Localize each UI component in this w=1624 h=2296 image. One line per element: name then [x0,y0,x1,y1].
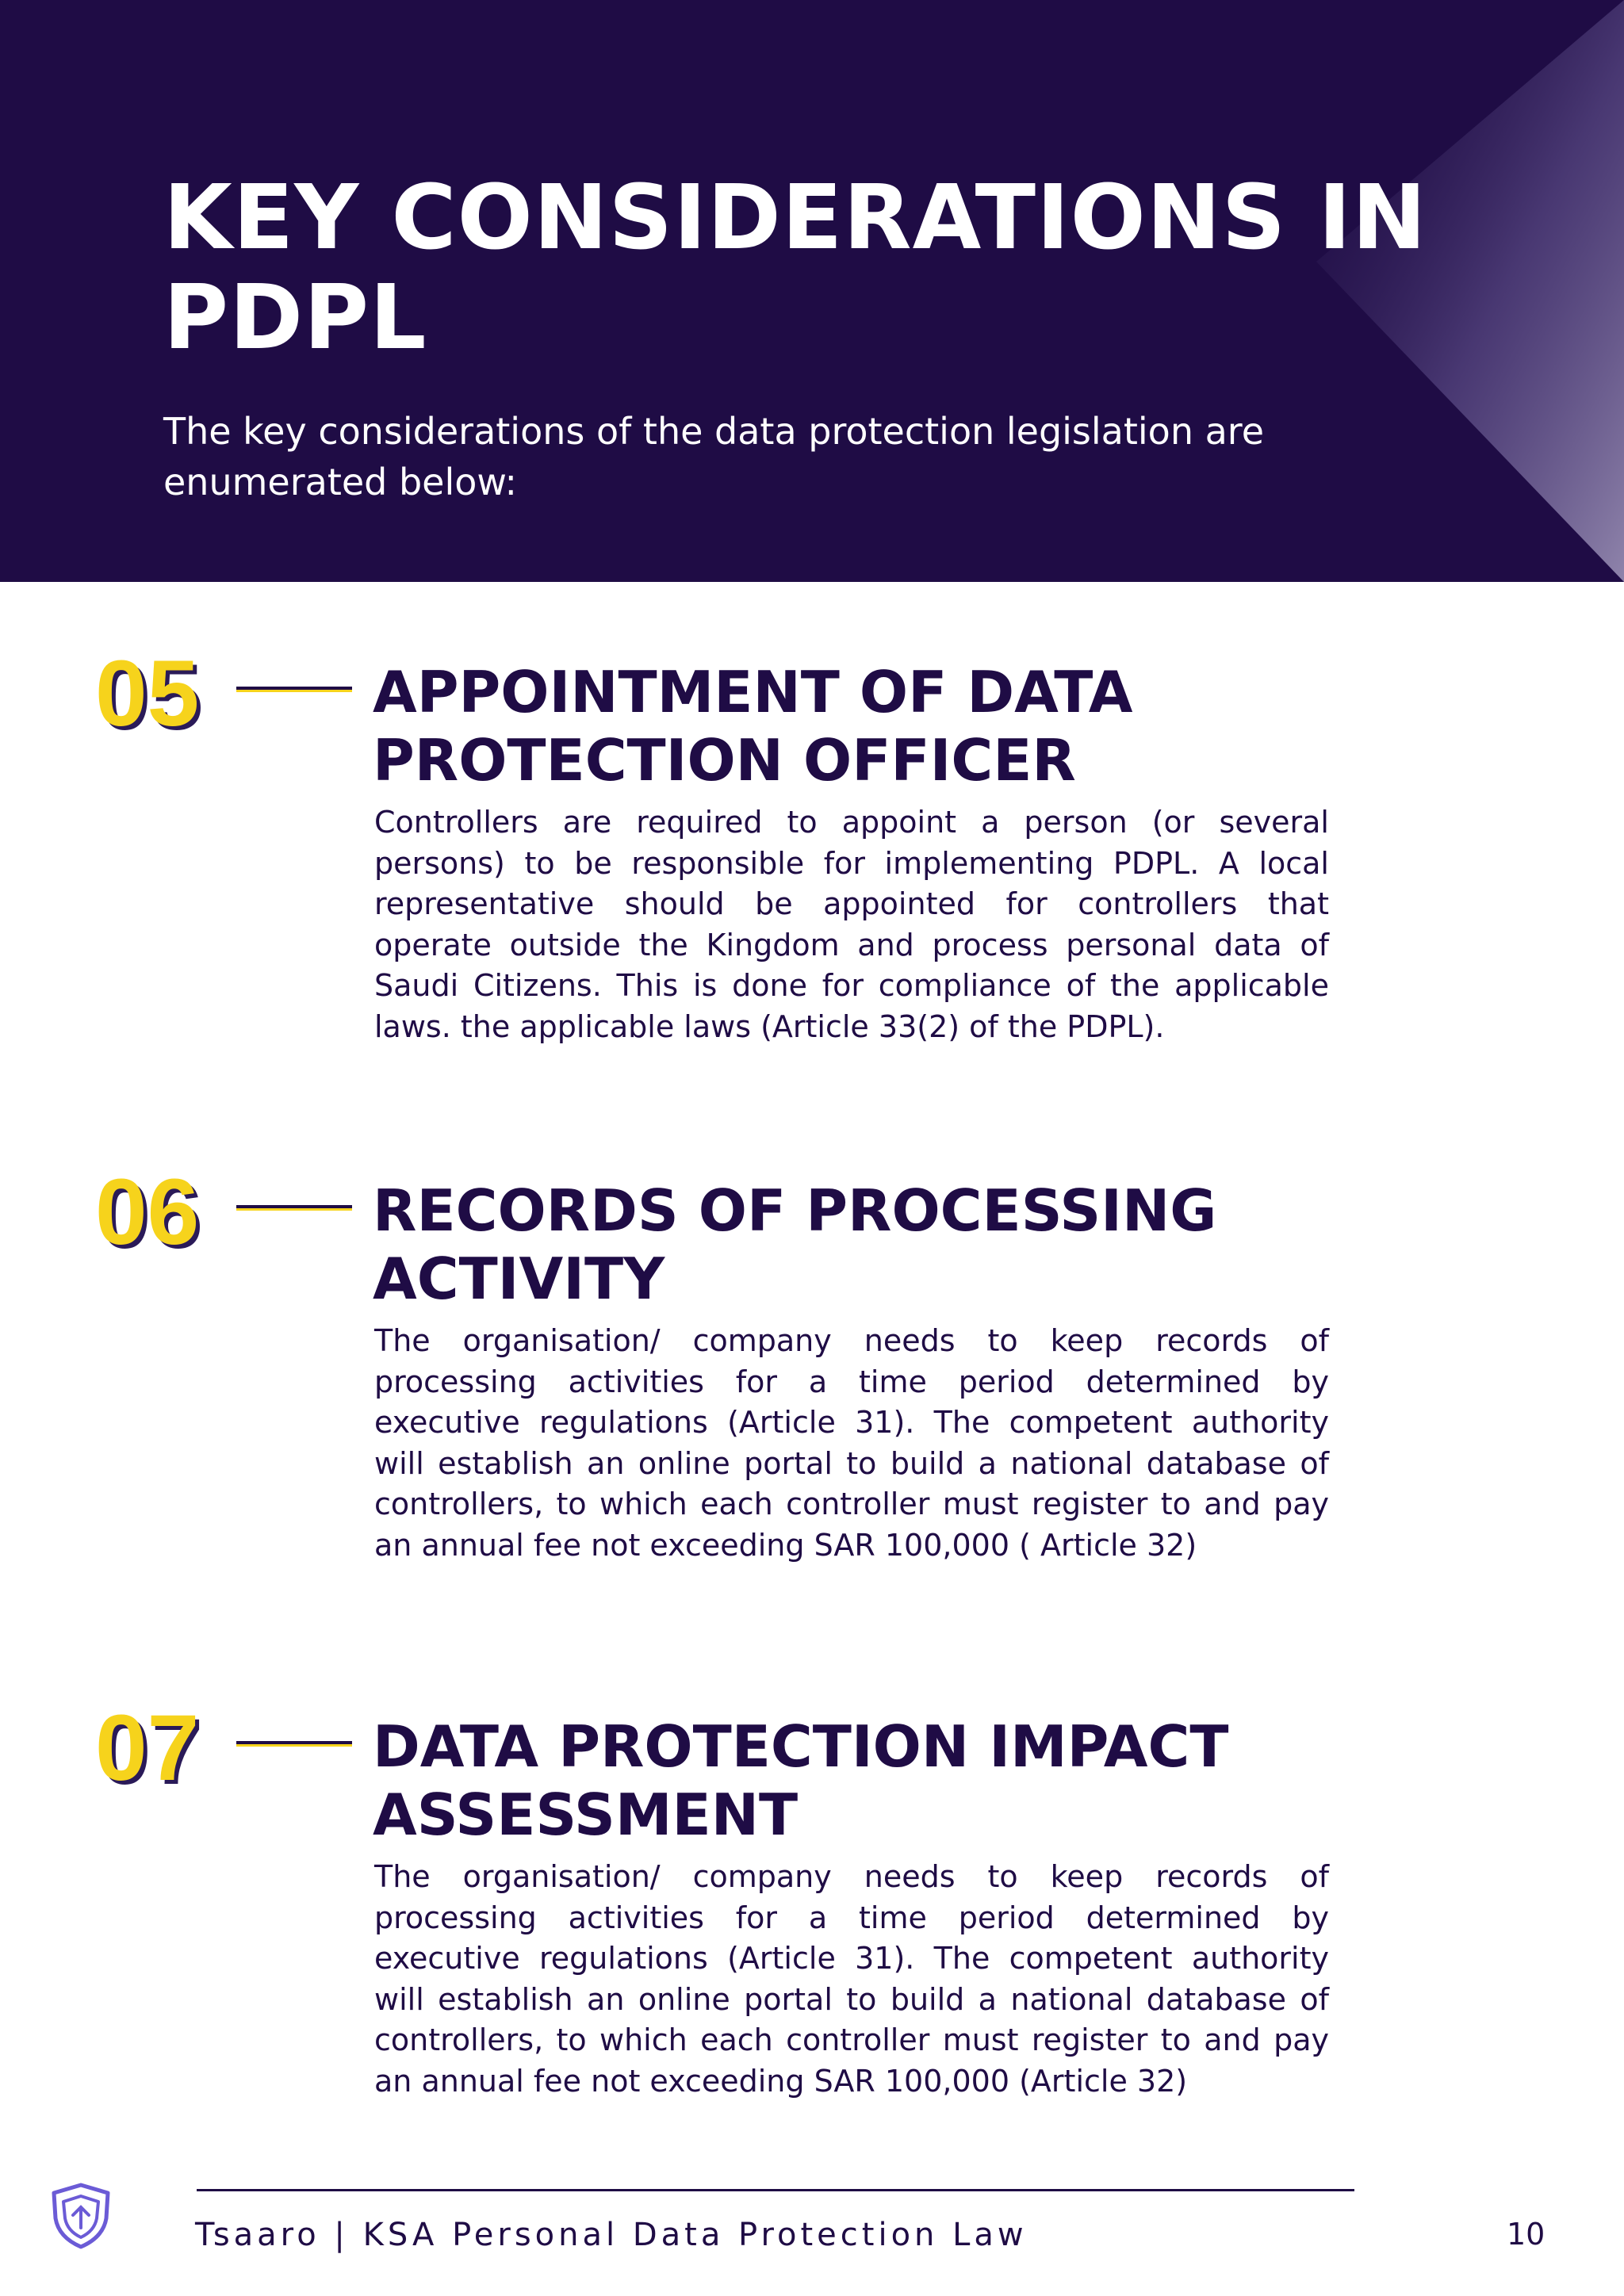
section-body: The organisation/ company needs to keep records of processing activities for a time period determined by executive regulations (Article 31). The competent authority will establish an online portal to build a national database of controllers, to which each controller must register to and pay an annual fee not exceeding SAR 100,000 ( Article 32) [374,1323,1329,1563]
section-body: Controllers are required to appoint a person (or several persons) to be responsible for implementing PDPL. A local representative should be appointed for controllers that operate outside the Kingdom and process personal data of Saudi Citizens. This is done for compliance of the applicable laws. the applicable laws (Article 33(2) of the PDPL). [374,805,1329,1044]
footer-text: Tsaaro | KSA Personal Data Protection Law [195,2217,1028,2253]
section-title: DATA PROTECTION IMPACT ASSESSMENT [373,1713,1229,1848]
section-number: 06 [95,1160,200,1265]
number-connector-line [236,1741,352,1747]
page-number: 10 [1507,2217,1545,2252]
section-title: APPOINTMENT OF DATA PROTECTION OFFICER [373,659,1133,794]
section-number: 07 [95,1696,200,1800]
shield-icon [49,2182,113,2250]
number-connector-line [236,1205,352,1211]
section-body: The organisation/ company needs to keep records of processing activities for a time period determined by executive regulations (Article 31). The competent authority will establish an online portal to build a national database of controllers, to which each controller must register to and pay an annual fee not exceeding SAR 100,000 (Article 32) [374,1859,1329,2099]
page-subtitle: The key considerations of the data protection legislation are enumerated below: [163,410,1264,503]
page-title: KEY CONSIDERATIONS IN PDPL [163,166,1427,369]
section-title: RECORDS OF PROCESSING ACTIVITY [373,1177,1217,1312]
header-banner [0,0,1624,582]
number-connector-line [236,687,352,692]
footer-divider [197,2189,1354,2191]
section-number: 05 [95,641,200,746]
